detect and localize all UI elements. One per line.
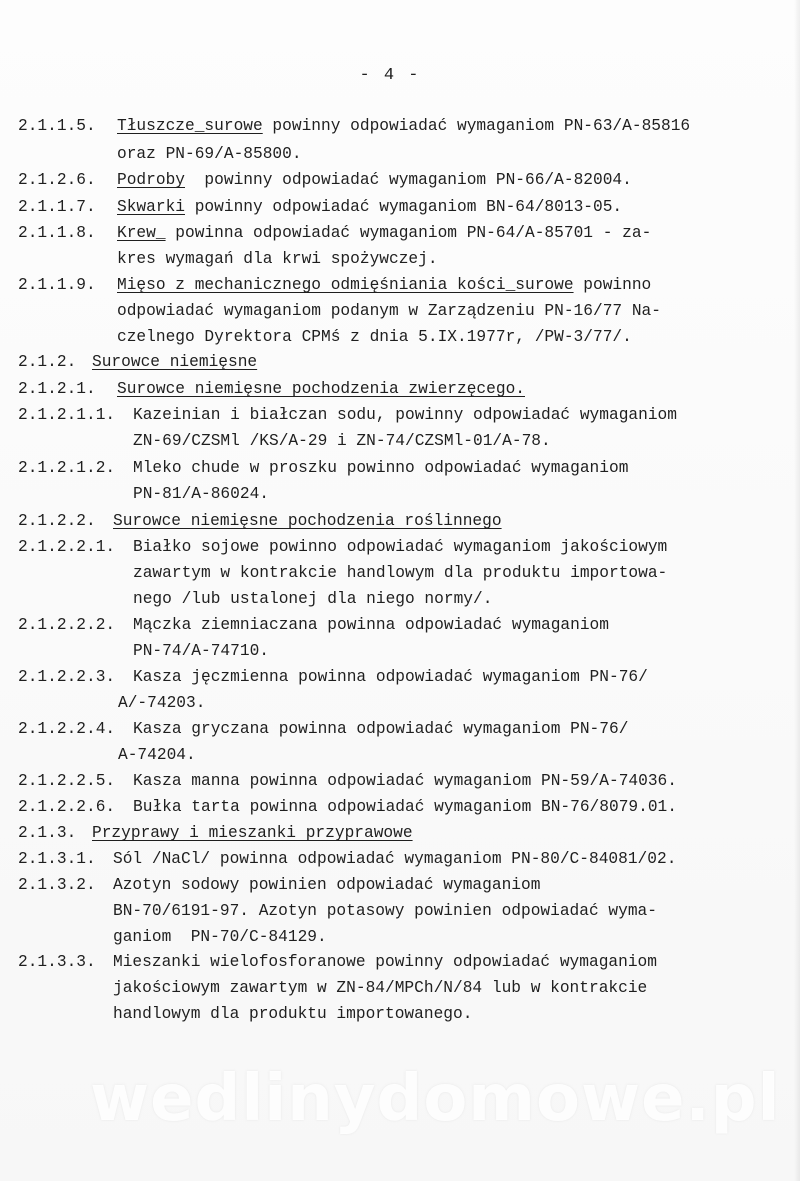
section-text: Azotyn sodowy powinien odpowiadać wymaganiom	[113, 876, 541, 894]
continuation-line	[117, 143, 302, 165]
section-line	[18, 457, 628, 479]
section-text: powinno	[573, 276, 652, 294]
section-line	[18, 222, 651, 244]
page-edge-shadow	[794, 0, 800, 1181]
section-title: Surowce niemięsne pochodzenia zwierzęcego.	[117, 380, 525, 398]
continuation-line	[133, 640, 269, 662]
continuation-line	[113, 900, 657, 922]
section-text: Mączka ziemniaczana powinna odpowiadać wymaganiom	[133, 616, 609, 634]
page-number: - 4 -	[359, 66, 421, 85]
section-text: Kasza gryczana powinna odpowiadać wymaganiom PN-76/	[133, 720, 629, 738]
section-number: 2.1.2.1.2.	[18, 459, 116, 477]
line-text: handlowym dla produktu importowanego.	[113, 1005, 473, 1023]
line-text: PN-81/A-86024.	[133, 485, 269, 503]
section-line	[18, 169, 632, 191]
section-number: 2.1.3.1.	[18, 850, 96, 868]
continuation-line	[133, 430, 551, 452]
section-number: 2.1.3.2.	[18, 876, 96, 894]
section-line	[18, 796, 677, 818]
section-number: 2.1.1.5.	[18, 117, 96, 135]
section-line	[18, 848, 676, 870]
section-line	[18, 718, 628, 740]
continuation-line	[113, 977, 647, 999]
section-title: Tłuszcze_surowe	[117, 117, 263, 135]
continuation-line	[113, 926, 327, 948]
section-text: powinny odpowiadać wymaganiom PN-63/A-85816	[262, 117, 691, 135]
continuation-line	[113, 1003, 472, 1025]
section-line	[18, 666, 648, 688]
line-text: kres wymagań dla krwi spożywczej.	[117, 250, 438, 268]
continuation-line	[118, 692, 205, 714]
section-line	[18, 115, 690, 137]
section-title: Surowce niemięsne	[92, 353, 258, 371]
section-number: 2.1.2.2.1.	[18, 538, 116, 556]
section-number: 2.1.2.2.6.	[18, 798, 116, 816]
continuation-line	[133, 588, 492, 610]
section-line	[18, 510, 502, 532]
section-text: Mleko chude w proszku powinno odpowiadać wymaganiom	[133, 459, 629, 477]
section-line	[18, 274, 651, 296]
line-text: jakościowym zawartym w ZN-84/MPCh/N/84 lub w kontrakcie	[113, 979, 648, 997]
section-title: Surowce niemięsne pochodzenia roślinnego	[113, 512, 502, 530]
section-title: Mięso z mechanicznego odmięśniania kości_surowe	[117, 276, 574, 294]
line-text: ganiom PN-70/C-84129.	[113, 928, 327, 946]
section-title: Podroby	[117, 171, 185, 189]
section-number: 2.1.1.9.	[18, 276, 96, 294]
section-number: 2.1.2.2.	[18, 512, 96, 530]
section-title: Przyprawy i mieszanki przyprawowe	[92, 824, 413, 842]
continuation-line	[117, 248, 438, 270]
section-title: Skwarki	[117, 198, 185, 216]
continuation-line	[118, 744, 196, 766]
section-line	[18, 770, 677, 792]
section-text: Kasza manna powinna odpowiadać wymaganiom PN-59/A-74036.	[133, 772, 677, 790]
section-text: Kazeinian i białczan sodu, powinny odpowiadać wymaganiom	[133, 406, 677, 424]
section-line	[18, 404, 677, 426]
section-line	[18, 951, 657, 973]
section-number: 2.1.2.2.3.	[18, 668, 116, 686]
line-text: czelnego Dyrektora CPMś z dnia 5.IX.1977r, /PW-3/77/.	[117, 328, 632, 346]
section-title: Krew_	[117, 224, 166, 242]
section-number: 2.1.2.6.	[18, 171, 96, 189]
continuation-line	[117, 326, 632, 348]
section-line	[18, 196, 622, 218]
section-line	[18, 378, 525, 400]
section-number: 2.1.3.3.	[18, 953, 96, 971]
section-text: powinny odpowiadać wymaganiom PN-66/A-82004.	[185, 171, 632, 189]
section-text: powinny odpowiadać wymaganiom BN-64/8013-05.	[185, 198, 623, 216]
section-text: powinna odpowiadać wymaganiom PN-64/A-85701 - za-	[165, 224, 652, 242]
line-text: nego /lub ustalonej dla niego normy/.	[133, 590, 493, 608]
section-number: 2.1.1.7.	[18, 198, 96, 216]
section-text: Białko sojowe powinno odpowiadać wymaganiom jakościowym	[133, 538, 668, 556]
line-text: A-74204.	[118, 746, 196, 764]
section-line	[18, 614, 609, 636]
section-number: 2.1.2.	[18, 353, 77, 371]
section-number: 2.1.1.8.	[18, 224, 96, 242]
section-line	[18, 874, 540, 896]
line-text: PN-74/A-74710.	[133, 642, 269, 660]
continuation-line	[117, 300, 661, 322]
line-text: A/-74203.	[118, 694, 206, 712]
section-text: Kasza jęczmienna powinna odpowiadać wymaganiom PN-76/	[133, 668, 648, 686]
line-text: odpowiadać wymaganiom podanym w Zarządzeniu PN-16/77 Na-	[117, 302, 661, 320]
section-text: Bułka tarta powinna odpowiadać wymaganiom BN-76/8079.01.	[133, 798, 677, 816]
continuation-line	[133, 562, 667, 584]
section-number: 2.1.2.2.4.	[18, 720, 116, 738]
line-text: BN-70/6191-97. Azotyn potasowy powinien odpowiadać wyma-	[113, 902, 657, 920]
section-number: 2.1.3.	[18, 824, 77, 842]
line-text: ZN-69/CZSMl /KS/A-29 i ZN-74/CZSMl-01/A-78.	[133, 432, 551, 450]
section-line	[18, 351, 257, 373]
section-text: Mieszanki wielofosforanowe powinny odpowiadać wymaganiom	[113, 953, 657, 971]
watermark: wedlinydomowe.pl	[90, 1062, 781, 1136]
section-line	[18, 822, 413, 844]
line-text: oraz PN-69/A-85800.	[117, 145, 302, 163]
section-number: 2.1.2.2.2.	[18, 616, 116, 634]
section-number: 2.1.2.1.	[18, 380, 96, 398]
section-text: Sól /NaCl/ powinna odpowiadać wymaganiom PN-80/C-84081/02.	[113, 850, 677, 868]
continuation-line	[133, 483, 269, 505]
section-number: 2.1.2.1.1.	[18, 406, 116, 424]
line-text: zawartym w kontrakcie handlowym dla produktu importowa-	[133, 564, 668, 582]
section-line	[18, 536, 667, 558]
section-number: 2.1.2.2.5.	[18, 772, 116, 790]
